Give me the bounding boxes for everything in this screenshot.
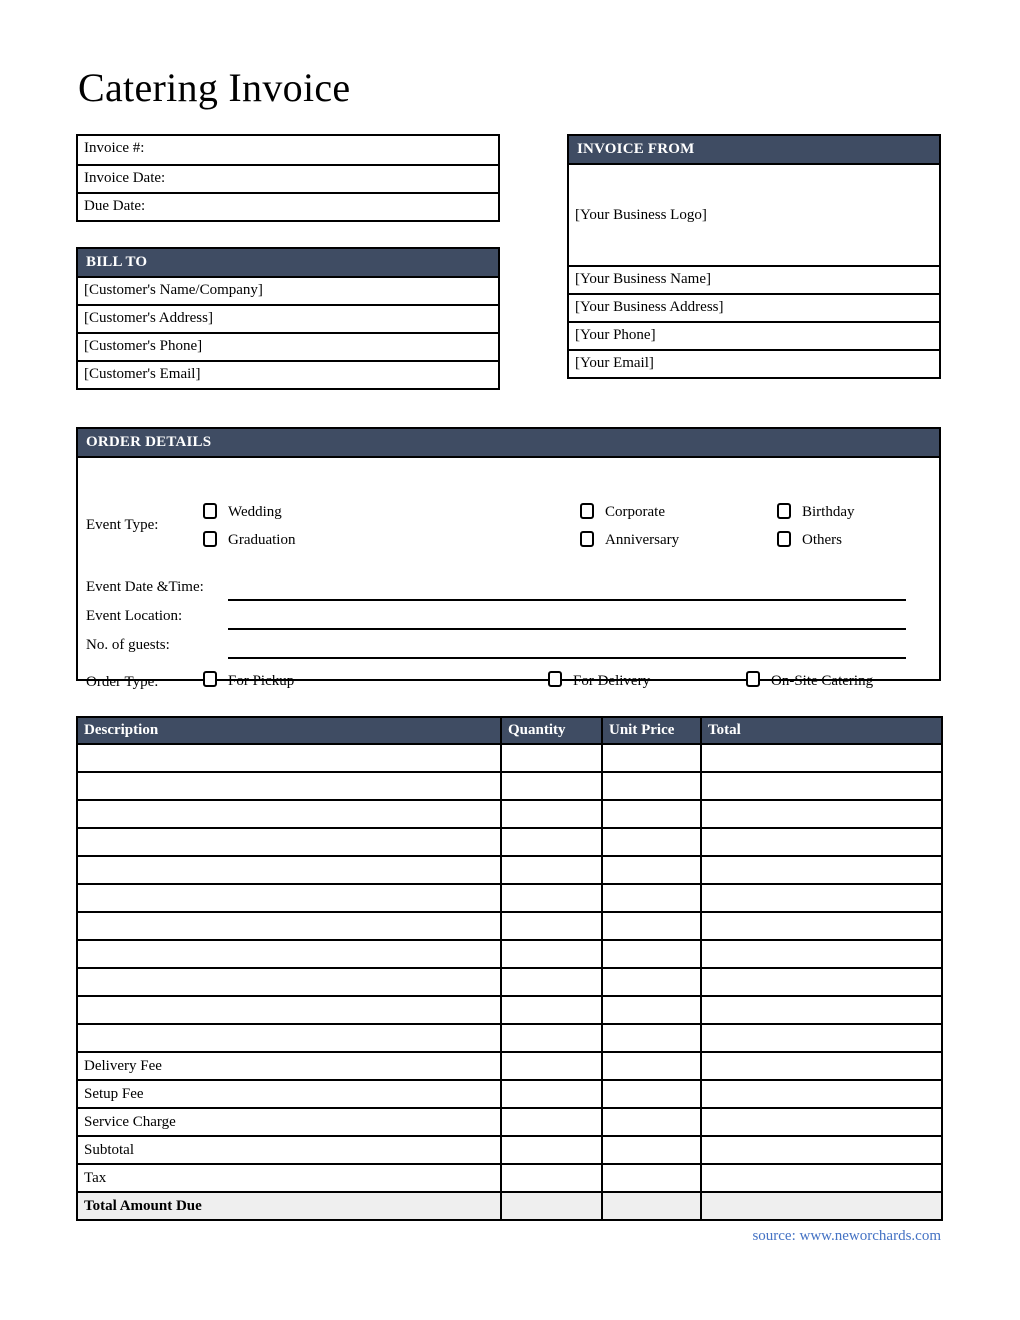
- table-cell[interactable]: [602, 912, 701, 940]
- table-row[interactable]: [77, 940, 942, 968]
- table-cell[interactable]: [77, 940, 501, 968]
- table-cell[interactable]: [501, 996, 602, 1024]
- summary-total[interactable]: [701, 1080, 942, 1108]
- table-row[interactable]: [77, 856, 942, 884]
- invoice-from-header: INVOICE FROM: [569, 136, 939, 163]
- items-table-header-row: [77, 717, 942, 744]
- checkbox-birthday[interactable]: [777, 503, 791, 519]
- checkbox-label-others: Others: [802, 532, 842, 548]
- summary-label: Delivery Fee: [77, 1052, 501, 1080]
- guest-count-input[interactable]: [228, 657, 906, 659]
- summary-total[interactable]: [701, 1136, 942, 1164]
- order-type-label: Order Type:: [86, 674, 159, 690]
- summary-unit-price[interactable]: [602, 1192, 701, 1220]
- event-datetime-input[interactable]: [228, 599, 906, 601]
- table-cell[interactable]: [501, 800, 602, 828]
- summary-quantity[interactable]: [501, 1108, 602, 1136]
- business-phone-row[interactable]: [Your Phone]: [569, 321, 939, 349]
- table-cell[interactable]: [501, 884, 602, 912]
- table-cell[interactable]: [602, 856, 701, 884]
- summary-total[interactable]: [701, 1192, 942, 1220]
- table-cell[interactable]: [602, 744, 701, 772]
- items-table-body: [77, 744, 942, 1220]
- table-cell[interactable]: [501, 772, 602, 800]
- table-row[interactable]: [77, 744, 942, 772]
- customer-name-row[interactable]: [Customer's Name/Company]: [78, 276, 498, 304]
- table-cell[interactable]: [77, 996, 501, 1024]
- table-cell[interactable]: [701, 744, 942, 772]
- table-cell[interactable]: [602, 772, 701, 800]
- order-details-header: ORDER DETAILS: [78, 429, 939, 456]
- invoice-date-row[interactable]: Invoice Date:: [78, 164, 498, 192]
- table-cell[interactable]: [77, 856, 501, 884]
- table-cell[interactable]: [77, 968, 501, 996]
- checkbox-label-corporate: Corporate: [605, 504, 665, 520]
- table-cell[interactable]: [77, 912, 501, 940]
- page-title: Catering Invoice: [78, 65, 351, 110]
- table-cell[interactable]: [701, 856, 942, 884]
- table-cell[interactable]: [501, 856, 602, 884]
- order-details-body: [78, 456, 939, 690]
- table-row[interactable]: [77, 828, 942, 856]
- table-cell[interactable]: [77, 744, 501, 772]
- bill-to-block: [76, 247, 500, 390]
- table-row[interactable]: [77, 912, 942, 940]
- table-cell[interactable]: [501, 940, 602, 968]
- table-cell[interactable]: [701, 884, 942, 912]
- summary-quantity[interactable]: [501, 1080, 602, 1108]
- summary-quantity[interactable]: [501, 1136, 602, 1164]
- checkbox-wedding[interactable]: [203, 503, 217, 519]
- table-cell[interactable]: [701, 800, 942, 828]
- table-cell[interactable]: [602, 884, 701, 912]
- table-row[interactable]: [77, 772, 942, 800]
- summary-total[interactable]: [701, 1108, 942, 1136]
- guest-count-label: No. of guests:: [86, 637, 170, 653]
- table-cell[interactable]: [501, 828, 602, 856]
- checkbox-label-birthday: Birthday: [802, 504, 855, 520]
- checkbox-label-anniversary: Anniversary: [605, 532, 680, 548]
- column-header-total: Total: [701, 717, 942, 744]
- customer-phone-row[interactable]: [Customer's Phone]: [78, 332, 498, 360]
- invoice-from-block: [567, 134, 941, 379]
- table-cell[interactable]: [77, 884, 501, 912]
- summary-label: Setup Fee: [77, 1080, 501, 1108]
- summary-unit-price[interactable]: [602, 1080, 701, 1108]
- bill-to-header: BILL TO: [78, 249, 498, 276]
- summary-quantity[interactable]: [501, 1164, 602, 1192]
- event-location-label: Event Location:: [86, 608, 183, 624]
- column-header-quantity: Quantity: [501, 717, 602, 744]
- table-cell[interactable]: [602, 828, 701, 856]
- event-datetime-label: Event Date &Time:: [86, 579, 204, 595]
- event-type-label: Event Type:: [86, 517, 159, 533]
- source-note[interactable]: source: www.neworchards.com: [752, 1228, 941, 1244]
- table-row[interactable]: [77, 996, 942, 1024]
- due-date-row[interactable]: Due Date:: [78, 192, 498, 220]
- table-row[interactable]: [77, 968, 942, 996]
- table-cell[interactable]: [701, 968, 942, 996]
- summary-row[interactable]: [77, 1192, 942, 1220]
- items-table: [76, 716, 943, 1221]
- summary-label: Total Amount Due: [77, 1192, 501, 1220]
- business-email-row[interactable]: [Your Email]: [569, 349, 939, 377]
- summary-row[interactable]: [77, 1108, 942, 1136]
- checkbox-others[interactable]: [777, 531, 791, 547]
- table-cell[interactable]: [77, 772, 501, 800]
- summary-label: Subtotal: [77, 1136, 501, 1164]
- table-cell[interactable]: [701, 996, 942, 1024]
- checkbox-label-on-site-catering: On-Site Catering: [771, 673, 874, 689]
- event-location-input[interactable]: [228, 628, 906, 630]
- business-name-row[interactable]: [Your Business Name]: [569, 265, 939, 293]
- customer-email-row[interactable]: [Customer's Email]: [78, 360, 498, 388]
- table-cell[interactable]: [602, 800, 701, 828]
- table-cell[interactable]: [602, 996, 701, 1024]
- summary-row[interactable]: [77, 1080, 942, 1108]
- checkbox-graduation[interactable]: [203, 531, 217, 547]
- table-cell[interactable]: [701, 940, 942, 968]
- checkbox-for-delivery[interactable]: [548, 671, 562, 687]
- checkbox-label-wedding: Wedding: [228, 504, 282, 520]
- checkbox-label-graduation: Graduation: [228, 532, 296, 548]
- summary-label: Service Charge: [77, 1108, 501, 1136]
- table-cell[interactable]: [501, 912, 602, 940]
- business-logo-placeholder[interactable]: [Your Business Logo]: [569, 163, 939, 265]
- table-cell[interactable]: [701, 772, 942, 800]
- invoice-number-row[interactable]: Invoice #:: [78, 136, 498, 164]
- table-cell[interactable]: [701, 828, 942, 856]
- table-cell[interactable]: [501, 1024, 602, 1052]
- summary-row[interactable]: [77, 1136, 942, 1164]
- summary-label: Tax: [77, 1164, 501, 1192]
- table-cell[interactable]: [77, 800, 501, 828]
- table-cell[interactable]: [77, 1024, 501, 1052]
- checkbox-corporate[interactable]: [580, 503, 594, 519]
- order-details-block: [76, 427, 941, 690]
- summary-unit-price[interactable]: [602, 1164, 701, 1192]
- table-row[interactable]: [77, 800, 942, 828]
- table-cell[interactable]: [77, 828, 501, 856]
- table-cell[interactable]: [501, 744, 602, 772]
- checkbox-anniversary[interactable]: [580, 531, 594, 547]
- checkbox-for-pickup[interactable]: [203, 671, 217, 687]
- checkbox-on-site-catering[interactable]: [746, 671, 760, 687]
- summary-total[interactable]: [701, 1052, 942, 1080]
- summary-unit-price[interactable]: [602, 1136, 701, 1164]
- summary-unit-price[interactable]: [602, 1108, 701, 1136]
- table-cell[interactable]: [501, 968, 602, 996]
- table-cell[interactable]: [602, 940, 701, 968]
- summary-quantity[interactable]: [501, 1192, 602, 1220]
- column-header-description: Description: [77, 717, 501, 744]
- table-cell[interactable]: [602, 1024, 701, 1052]
- table-row[interactable]: [77, 884, 942, 912]
- table-row[interactable]: [77, 1024, 942, 1052]
- summary-row[interactable]: [77, 1052, 942, 1080]
- invoice-meta-block: [76, 134, 500, 222]
- table-cell[interactable]: [701, 1024, 942, 1052]
- checkbox-label-for-delivery: For Delivery: [573, 673, 651, 689]
- checkbox-label-for-pickup: For Pickup: [228, 673, 295, 689]
- summary-unit-price[interactable]: [602, 1052, 701, 1080]
- table-cell[interactable]: [701, 912, 942, 940]
- summary-total[interactable]: [701, 1164, 942, 1192]
- customer-address-row[interactable]: [Customer's Address]: [78, 304, 498, 332]
- column-header-unit-price: Unit Price: [602, 717, 701, 744]
- table-cell[interactable]: [602, 968, 701, 996]
- business-address-row[interactable]: [Your Business Address]: [569, 293, 939, 321]
- summary-quantity[interactable]: [501, 1052, 602, 1080]
- summary-row[interactable]: [77, 1164, 942, 1192]
